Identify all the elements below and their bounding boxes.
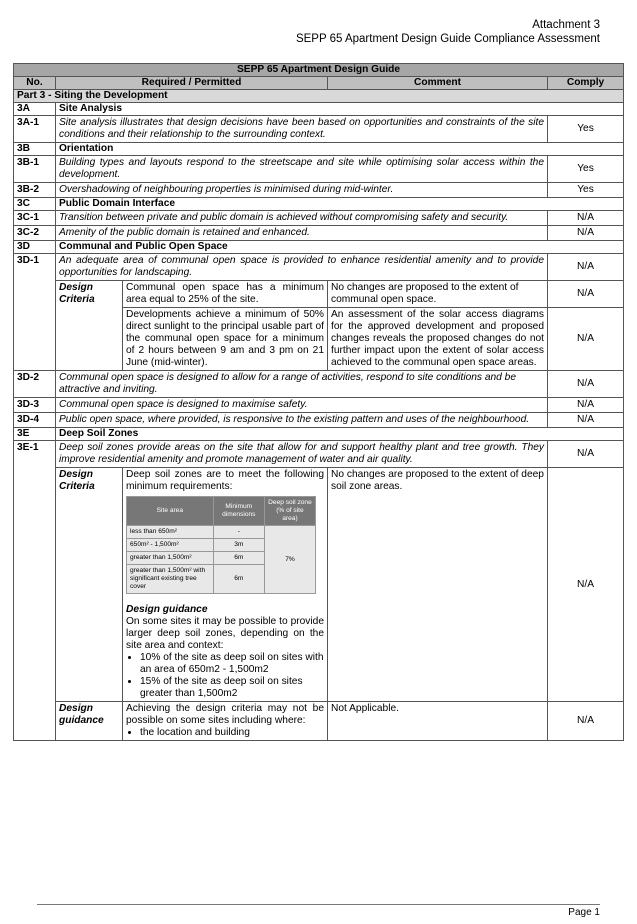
mini-header-site-area: Site area	[127, 497, 214, 526]
row-comply: Yes	[548, 183, 624, 198]
design-guidance-heading: Design guidance	[126, 604, 208, 615]
row-number: 3D-3	[14, 398, 56, 413]
design-guidance-label: Design guidance	[56, 702, 123, 741]
table-row	[14, 156, 624, 183]
row-comply: N/A	[548, 254, 624, 281]
row-requirement: Site analysis illustrates that design decisions have been based on opportunities and constraints of the site conditions and their relationship to the surrounding context.	[56, 116, 548, 143]
row-requirement: Communal open space is designed to allow for a range of activities, respond to site conditions and be attractive and inviting.	[56, 371, 548, 398]
criteria-comply: N/A	[548, 308, 624, 371]
row-requirement: Deep soil zones provide areas on the site that allow for and support healthy plant and tree growth. They improve residential amenity and promote management of water and air quality.	[56, 441, 548, 468]
section-number: 3C	[14, 198, 56, 211]
row-number: 3B-1	[14, 156, 56, 183]
table-title: SEPP 65 Apartment Design Guide	[14, 64, 624, 77]
row-comply: N/A	[548, 441, 624, 468]
section-number: 3A	[14, 103, 56, 116]
table-row	[14, 281, 624, 308]
row-comply: Yes	[548, 116, 624, 143]
list-item: • the location and building	[140, 727, 324, 739]
list-item: • 15% of the site as deep soil on sites greater than 1,500m2	[140, 676, 324, 700]
column-header-comply: Comply	[548, 77, 624, 90]
mini-site-area: greater than 1,500m²	[127, 552, 214, 565]
table-row	[14, 254, 624, 281]
row-comply: N/A	[548, 413, 624, 428]
table-row	[14, 371, 624, 398]
list-item: • 10% of the site as deep soil on sites with an area of 650m2 - 1,500m2	[140, 652, 324, 676]
mini-header-dimensions: Minimum dimensions	[213, 497, 264, 526]
deep-soil-requirements-table	[126, 496, 316, 594]
section-row	[14, 143, 624, 156]
table-title-row	[14, 64, 624, 77]
mini-site-area: less than 650m²	[127, 526, 214, 539]
mini-dimension: 3m	[213, 539, 264, 552]
table-row	[14, 211, 624, 226]
section-row	[14, 428, 624, 441]
table-row	[14, 116, 624, 143]
mini-table-row	[127, 526, 316, 539]
criteria-comment: No changes are proposed to the extent of communal open space.	[328, 281, 548, 308]
page-number: Page 1	[568, 907, 600, 918]
guidance-list	[126, 727, 324, 739]
mini-table-header	[127, 497, 316, 526]
row-requirement: Transition between private and public domain is achieved without compromising safety and security.	[56, 211, 548, 226]
mini-deep-soil-percent: 7%	[264, 526, 315, 594]
table-row	[14, 468, 624, 702]
part-title: Part 3 - Siting the Development	[14, 90, 624, 103]
row-requirement: An adequate area of communal open space is provided to enhance residential amenity and to provide opportunities for landscaping.	[56, 254, 548, 281]
column-header-comment: Comment	[328, 77, 548, 90]
design-criteria-label: Design Criteria	[56, 468, 123, 702]
section-title: Public Domain Interface	[56, 198, 624, 211]
row-comply: N/A	[548, 371, 624, 398]
section-row	[14, 198, 624, 211]
criteria-comment: No changes are proposed to the extent of deep soil zone areas.	[328, 468, 548, 702]
column-header-no: No.	[14, 77, 56, 90]
mini-dimension: -	[213, 526, 264, 539]
section-row	[14, 103, 624, 116]
footer-divider	[37, 904, 600, 905]
mini-site-area: 650m² - 1,500m²	[127, 539, 214, 552]
guidance-requirement	[123, 702, 328, 741]
row-comply: N/A	[548, 211, 624, 226]
section-title: Orientation	[56, 143, 624, 156]
row-number: 3B-2	[14, 183, 56, 198]
section-row	[14, 241, 624, 254]
row-requirement: Overshadowing of neighbouring properties is minimised during mid-winter.	[56, 183, 548, 198]
section-title: Communal and Public Open Space	[56, 241, 624, 254]
attachment-label: Attachment 3	[532, 19, 600, 31]
table-row	[14, 398, 624, 413]
row-comply: Yes	[548, 156, 624, 183]
criteria-requirement: Developments achieve a minimum of 50% direct sunlight to the principal usable part of the communal open space for a minimum of 2 hours between 9 am and 3 pm on 21 June (mid-winter).	[123, 308, 328, 371]
table-row	[14, 226, 624, 241]
design-criteria-label: Design Criteria	[56, 281, 123, 371]
design-guidance-text: On some sites it may be possible to provide larger deep soil zones, depending on the site area and context:	[126, 616, 324, 651]
criteria-comment: An assessment of the solar access diagrams for the approved development and proposed changes reveals the proposed changes do not further impact upon the extent of solar access achieved to the communal open space areas.	[328, 308, 548, 371]
row-number: 3D-1	[14, 254, 56, 371]
compliance-table	[13, 63, 624, 741]
row-number: 3D-4	[14, 413, 56, 428]
section-title: Site Analysis	[56, 103, 624, 116]
deep-soil-intro: Deep soil zones are to meet the following minimum requirements:	[126, 469, 324, 492]
guidance-comply: N/A	[548, 702, 624, 741]
design-guidance-list	[126, 652, 324, 700]
table-row	[14, 441, 624, 468]
section-title: Deep Soil Zones	[56, 428, 624, 441]
column-header-row	[14, 77, 624, 90]
criteria-requirement: Communal open space has a minimum area equal to 25% of the site.	[123, 281, 328, 308]
row-requirement: Communal open space is designed to maximise safety.	[56, 398, 548, 413]
document-title: SEPP 65 Apartment Design Guide Compliance Assessment	[295, 33, 600, 45]
part-row	[14, 90, 624, 103]
table-row	[14, 413, 624, 428]
row-number: 3C-2	[14, 226, 56, 241]
row-comply: N/A	[548, 226, 624, 241]
row-number: 3D-2	[14, 371, 56, 398]
criteria-requirement	[123, 468, 328, 702]
row-requirement: Building types and layouts respond to the streetscape and site while optimising solar access within the development.	[56, 156, 548, 183]
mini-site-area: greater than 1,500m² with significant existing tree cover	[127, 565, 214, 594]
mini-header-deep-soil: Deep soil zone (% of site area)	[264, 497, 315, 526]
column-header-required: Required / Permitted	[56, 77, 328, 90]
row-number: 3A-1	[14, 116, 56, 143]
criteria-comply: N/A	[548, 281, 624, 308]
mini-dimension: 6m	[213, 565, 264, 594]
table-row	[14, 702, 624, 741]
row-requirement: Public open space, where provided, is responsive to the existing pattern and uses of the neighbourhood.	[56, 413, 548, 428]
row-requirement: Amenity of the public domain is retained and enhanced.	[56, 226, 548, 241]
guidance-comment: Not Applicable.	[328, 702, 548, 741]
section-number: 3D	[14, 241, 56, 254]
guidance-intro: Achieving the design criteria may not be possible on some sites including where:	[126, 703, 324, 726]
table-row	[14, 183, 624, 198]
section-number: 3E	[14, 428, 56, 441]
mini-dimension: 6m	[213, 552, 264, 565]
criteria-comply: N/A	[548, 468, 624, 702]
section-number: 3B	[14, 143, 56, 156]
row-number: 3E-1	[14, 441, 56, 741]
row-number: 3C-1	[14, 211, 56, 226]
row-comply: N/A	[548, 398, 624, 413]
